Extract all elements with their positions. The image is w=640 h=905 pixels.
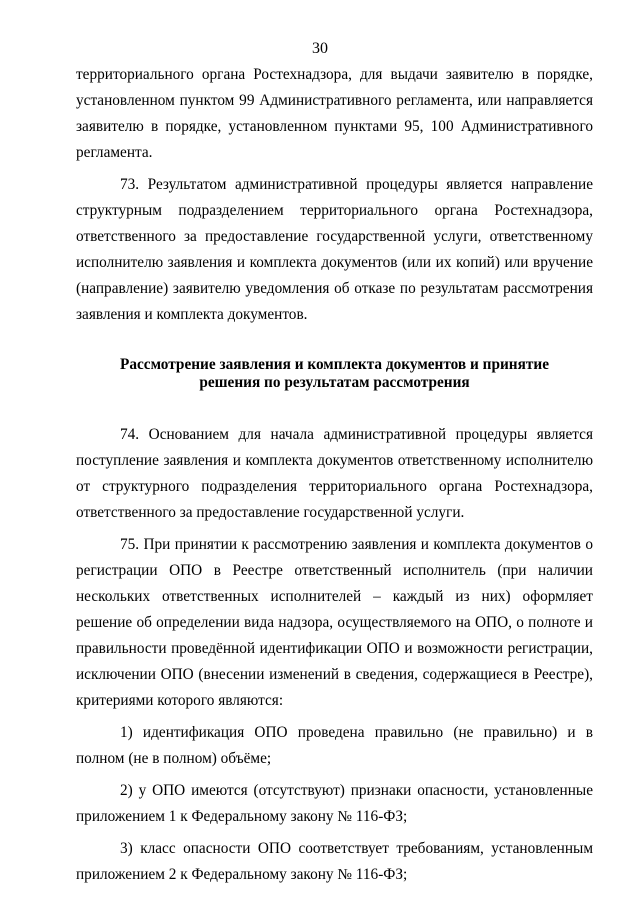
- criterion-1: 1) идентификация ОПО проведена правильно (не правильно) и в полном (не в полном) объёме;: [76, 724, 593, 767]
- page-number: 30: [312, 40, 328, 57]
- paragraph-73: 73. Результатом административной процедуры является направление структурным подразделением территориального органа Ростехнадзора, ответственного за предоставление государственной услуги, ответственному исполнителю заявления и комплекта документов (или их копий) или вручение (направление) заявителю уведомления об отказе по результатам рассмотрения заявления и комплекта документов.: [76, 176, 593, 323]
- criterion-3: 3) класс опасности ОПО соответствует требованиям, установленным приложением 2 к Федеральному закону № 116-ФЗ;: [76, 840, 593, 883]
- paragraph-continuation: территориального органа Ростехнадзора, для выдачи заявителю в порядке, установленном пунктом 99 Административного регламента, или направляется заявителю в порядке, установленном пунктами 95, 100 Административного регламента.: [76, 66, 593, 161]
- section-heading: [76, 356, 593, 392]
- document-body: [76, 62, 593, 888]
- criterion-2: 2) у ОПО имеются (отсутствуют) признаки опасности, установленные приложением 1 к Федеральному закону № 116-ФЗ;: [76, 782, 593, 825]
- paragraph-74: 74. Основанием для начала административной процедуры является поступление заявления и комплекта документов ответственному исполнителю от структурного подразделения территориального органа Ростехнадзора, ответственного за предоставление государственной услуги.: [76, 426, 593, 521]
- section-heading-line-2: решения по результатам рассмотрения: [199, 374, 470, 391]
- paragraph-75: 75. При принятии к рассмотрению заявления и комплекта документов о регистрации ОПО в Реестре ответственный исполнитель (при наличии нескольких ответственных исполнителей – каждый из них) оформляет решение об определении вида надзора, осуществляемого на ОПО, о полноте и правильности проведённой идентификации ОПО и возможности регистрации, исключении ОПО (внесении изменений в сведения, содержащиеся в Реестре), критериями которого являются:: [76, 536, 593, 709]
- section-heading-line-1: Рассмотрение заявления и комплекта документов и принятие: [120, 356, 549, 373]
